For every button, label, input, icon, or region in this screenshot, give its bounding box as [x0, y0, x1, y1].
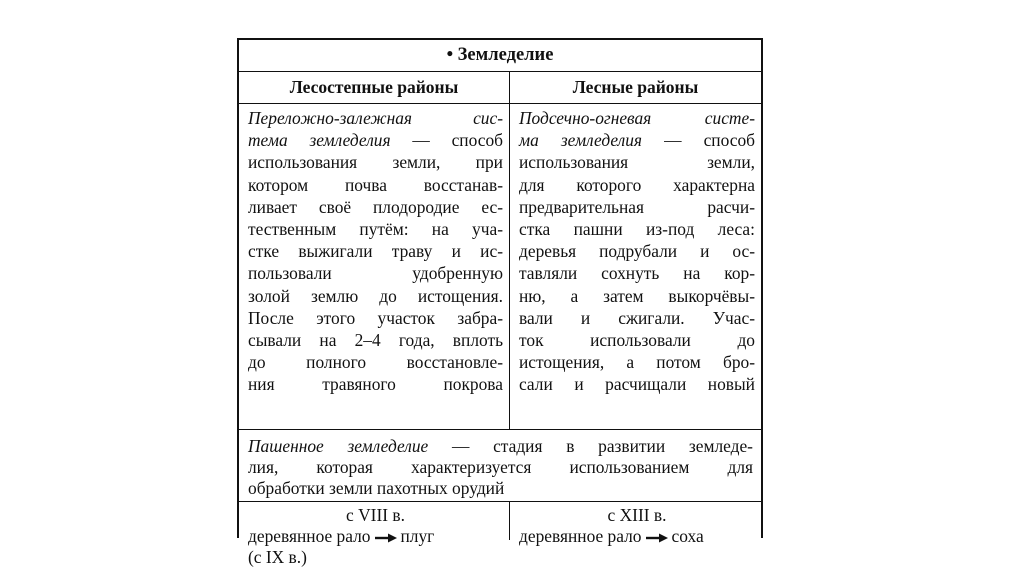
text-line: стке выжигали траву и ис- — [248, 241, 503, 262]
text-line: После этого участок забра- — [248, 307, 503, 328]
arrow-right-icon — [646, 533, 668, 543]
text-line: Подсечно-огневая систе- — [519, 108, 755, 128]
agriculture-table — [237, 38, 763, 567]
text-line: вали и сжигали. Учас- — [519, 307, 755, 328]
description-row — [239, 104, 761, 430]
text-line: сывали на 2–4 года, вплоть — [248, 330, 503, 351]
date-note: (с IX в.) — [248, 547, 307, 567]
text-line: стка пашни из-под леса: — [519, 219, 755, 240]
tools-forest-steppe — [239, 502, 510, 567]
slash-and-burn-cell — [510, 104, 761, 429]
header-row — [239, 72, 761, 104]
plough-farming-row — [239, 430, 761, 502]
text-line: ток использовали до — [519, 330, 755, 351]
text-line: использования земли, — [519, 152, 755, 173]
text-line: использования земли, при — [248, 152, 503, 173]
century-label: с VIII в. — [346, 505, 405, 525]
text-line: до полного восстановле- — [248, 352, 503, 373]
text-line: ния травяного покрова — [248, 374, 503, 395]
text-line: сали и расчищали новый — [519, 374, 755, 395]
text-line: лия, которая характеризуется использованием для — [248, 457, 753, 477]
text-line: тавляли сохнуть на кор- — [519, 263, 755, 284]
text-line: Переложно-залежная сис- — [248, 108, 503, 128]
tool-evolution: деревянное рало соха — [519, 526, 704, 546]
header-forest-steppe — [239, 72, 510, 103]
text-line: золой землю до истощения. — [248, 285, 503, 306]
text-line: пользовали удобренную — [248, 263, 503, 284]
fallow-system-cell — [239, 104, 510, 429]
text-line: котором почва восстанав- — [248, 174, 503, 195]
text-line: для которого характерна — [519, 174, 755, 195]
text-line: Пашенное земледелие — стадия в развитии земледе- — [248, 436, 753, 456]
header-forest — [510, 72, 761, 103]
text-line: обработки земли пахотных орудий — [248, 478, 505, 498]
table-title-row — [239, 40, 761, 72]
header-forest-steppe-label: Лесостепные районы — [289, 77, 459, 97]
header-forest-label: Лесные районы — [572, 77, 699, 97]
text-line: ню, а затем выкорчёвы- — [519, 285, 755, 306]
text-line: тественным путём: на уча- — [248, 219, 503, 240]
tool-evolution: деревянное рало плуг — [248, 526, 435, 546]
tools-row — [239, 502, 761, 567]
tools-forest — [510, 502, 761, 546]
table-title: • Земледелие — [446, 45, 554, 65]
text-line: истощения, а потом бро- — [519, 352, 755, 373]
century-label: с XIII в. — [607, 505, 667, 525]
arrow-right-icon — [375, 533, 397, 543]
plough-farming-term: Пашенное земледелие — [248, 436, 429, 456]
text-line: ма земледелия — способ — [519, 130, 755, 151]
text-line: тема земледелия — способ — [248, 130, 503, 151]
text-line: предварительная расчи- — [519, 196, 755, 217]
text-line: ливает своё плодородие ес- — [248, 196, 503, 217]
text-line: деревья подрубали и ос- — [519, 241, 755, 262]
